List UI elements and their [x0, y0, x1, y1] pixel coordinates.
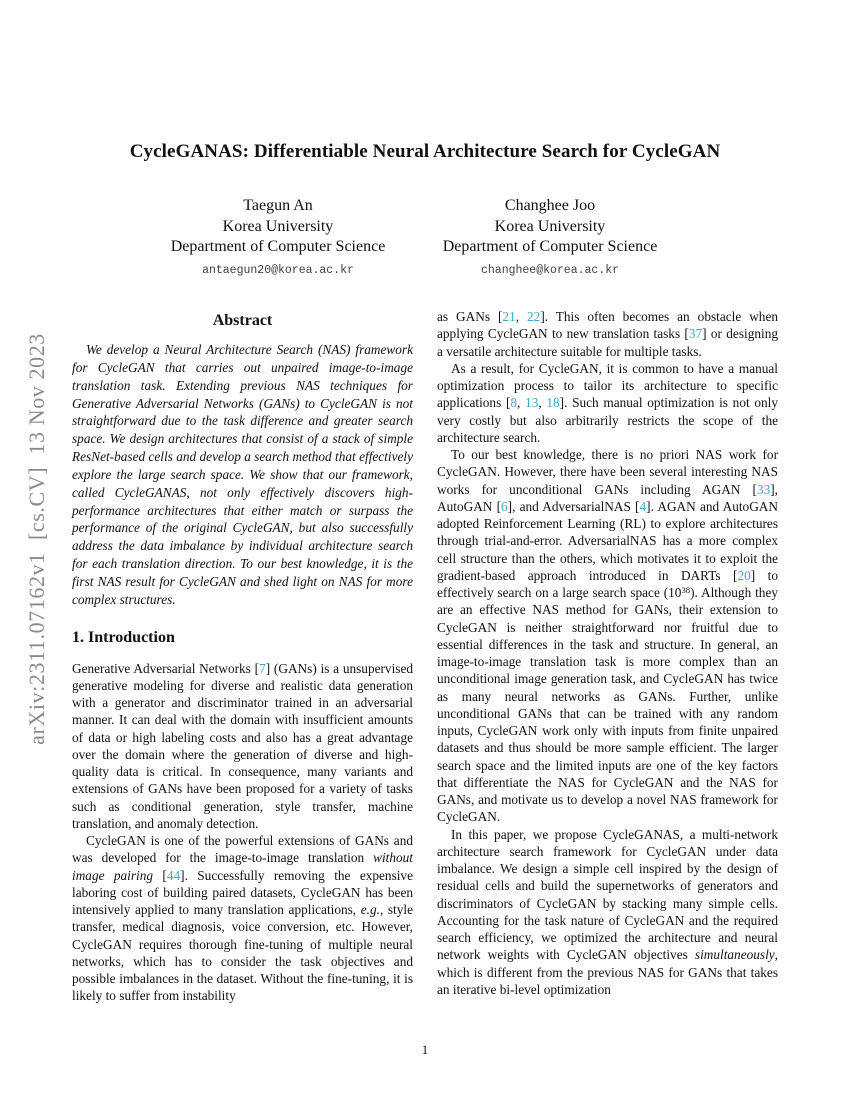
author-email: antaegun20@korea.ac.kr	[202, 263, 354, 277]
author-name: Changhee Joo	[504, 197, 596, 214]
citation-link[interactable]: 22	[527, 309, 541, 324]
paragraph: CycleGAN is one of the powerful extensions of GANs and was developed for the image-to-image translation without image pairing [44]. Successfully removing the expensive laboring cost of building paired datasets, CycleGAN has been intensively applied to many translation applications, e.g., style transfer, medical diagnosis, voice conversion, etc. However, CycleGAN requires thorough fine-tuning of multiple neural networks, which has to consider the task objectives and possible imbalances in the dataset. Without the fine-tuning, it is likely to suffer from instability	[72, 833, 413, 1004]
citation-link[interactable]: 8	[510, 395, 518, 411]
citation-link[interactable]: 37	[688, 326, 703, 342]
paragraph: We develop a Neural Architecture Search (NAS) framework for CycleGAN that carries out unpaired image-to-image translation task. Extending previous NAS techniques for Generative Adversarial Networks (GANs) to CycleGAN is not straightforward due to the task difference and greater search space. We design architectures that consist of a stack of simple ResNet-based cells and develop a search method that effectively explore the large search space. We show that our framework, called CycleGANAS, not only effectively discovers high-performance architectures that either match or surpass the performance of the original CycleGAN, but also successfully address the data imbalance by individual architecture search for each translation direction. To our best knowledge, it is the first NAS result for CycleGAN and shed light on NAS for more complex structures.	[72, 342, 413, 607]
citation-link[interactable]: 44	[166, 867, 181, 883]
citation-link[interactable]: 4	[639, 498, 647, 514]
author-affiliation: Korea University	[222, 217, 334, 235]
arxiv-watermark: arXiv:2311.07162v1 [cs.CV] 13 Nov 2023	[24, 333, 49, 745]
citation-link[interactable]: 6	[501, 498, 508, 514]
abstract-heading: Abstract	[212, 312, 273, 329]
author-affiliation: Korea University	[494, 217, 606, 235]
paper-title: CycleGANAS: Differentiable Neural Architecture Search for CycleGAN	[129, 141, 721, 162]
page-number: 1	[421, 1042, 429, 1057]
citation-link[interactable]: 21	[502, 309, 516, 324]
left-column	[72, 312, 413, 1005]
author-email: changhee@korea.ac.kr	[480, 263, 620, 277]
abstract-text	[72, 341, 413, 609]
superscript-text: 38	[681, 585, 691, 596]
author-affiliation: Department of Computer Science	[442, 238, 658, 255]
paragraph: In this paper, we propose CycleGANAS, a multi-network architecture search framework for CycleGAN under data imbalance. We design a simple cell inspired by the design of residual cells and build the supernetworks of generators and discriminators of CycleGAN by stacking many simple cells. Accounting for the task nature of CycleGAN and the required search efficiency, we optimized the architecture and neural network weights with CycleGAN objectives simultaneously, which is different from the previous NAS for GANs that takes an iterative bi-level optimization	[437, 826, 778, 997]
author-block	[128, 196, 428, 278]
author-name: Taegun An	[243, 197, 313, 214]
citation-link[interactable]: 13	[525, 395, 539, 411]
paragraph: as GANs [21, 22]. This often becomes an obstacle when applying CycleGAN to new translation tasks [37] or designing a versatile architecture suitable for multiple tasks.	[437, 309, 779, 359]
introduction-text-left	[72, 660, 413, 1005]
paragraph: Generative Adversarial Networks [7] (GANs) is a unsupervised generative modeling for diverse and realistic data generation with a generator and discriminator trained in an adversarial manner. It can deal with the domain with insufficient amounts of data or high labeling costs and also has a great advantage over the domain where the generation of diverse and high-quality data is critical. In consequence, many variants and extensions of GANs have been proposed for a variety of tasks such as conditional generation, style transfer, machine translation, and anomaly detection.	[72, 660, 414, 831]
emphasized-text: simultaneously	[694, 947, 775, 963]
citation-link[interactable]: 7	[259, 660, 266, 676]
section-heading-introduction: 1. Introduction	[72, 628, 175, 646]
citation-link[interactable]: 18	[546, 395, 560, 411]
author-affiliation: Department of Computer Science	[170, 238, 386, 255]
right-column	[437, 308, 778, 998]
paragraph: As a result, for CycleGAN, it is common to have a manual optimization process to tailor its architecture to specific applications [8, 13, 18]. Such manual optimization is not only very costly but also arbitrarily restricts the scope of the architecture search.	[437, 360, 778, 445]
emphasized-text: e.g.	[360, 902, 380, 918]
citation-link[interactable]: 20	[737, 567, 751, 583]
citation-link[interactable]: 33	[756, 481, 771, 497]
introduction-text-right	[437, 308, 778, 998]
author-block	[400, 196, 700, 278]
emphasized-text: without image pairing	[72, 850, 413, 883]
paragraph: To our best knowledge, there is no priori NAS work for CycleGAN. However, there have been several interesting NAS works for unconditional GANs including AGAN [33], AutoGAN [6], and AdversarialNAS [4]. AGAN and AutoGAN adopted Reinforcement Learning (RL) to explore architectures through trial-and-error. AdversarialNAS has a more complex cell structure than the others, which motivates it to exploit the gradient-based approach introduced in DARTs [20] to effectively search on a large search space $(10^{38})$. Although they are an effective NAS method for GANs, their extension to CycleGAN is neither straightforward nor fruitful due to essential differences in the task and structure. In general, an image-to-image translation task is more complex than an unconditional image generation task, and CycleGAN has twice as many neural networks as GANs. Further, unlike unconditional GANs that can be trained with any random inputs, CycleGAN work only with inputs from finite unpaired datasets and thus should be more sample efficient. The larger search space and the limited inputs are one of the key factors that differentiate the NAS for CycleGAN and the NAS for GANs, and motivate us to develop a novel NAS framework for CycleGAN.	[437, 447, 778, 825]
